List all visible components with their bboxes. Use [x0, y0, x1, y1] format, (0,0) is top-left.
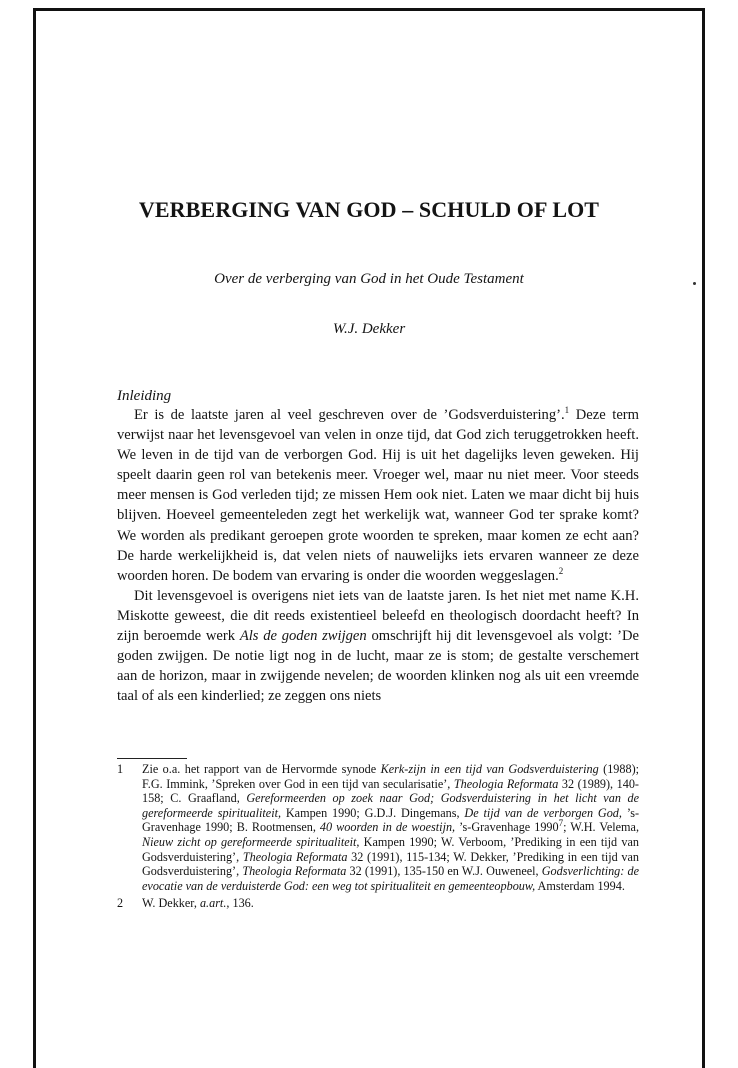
text-run: Zie o.a. het rapport van de Hervormde synode [142, 762, 381, 776]
page-border-left [33, 8, 36, 1068]
text-run: W. Dekker, [142, 896, 200, 911]
italic-text: De tijd van de verborgen God, [464, 805, 622, 820]
footnote-ref: 7 [558, 818, 564, 829]
italic-text: Theologia Reformata [242, 864, 347, 879]
italic-text: Godsverlichting: de evocatie van de verduisterde God: een weg tot spiritualiteit en gemeenteopbouw, [142, 864, 639, 893]
text-run: ; W.H. Velema, [563, 820, 639, 835]
text-run: Er is de laatste jaren al veel geschreven over de ’Godsverduistering’. [134, 407, 565, 423]
italic-text: Kerk-zijn in een tijd van Godsverduistering [380, 762, 599, 776]
italic-text: Als de goden zwijgen [239, 628, 367, 645]
footnote-text [142, 896, 639, 911]
text-run: Deze term verwijst naar het levensgevoel van velen in onze tijd, dat God zich teruggetrokken heeft. We leven in de tijd van de verborgen God. Hij is uit het dagelijks leven geweken. Hij speelt daarin geen rol van betekenis meer. Vroeger wel, maar nu niet meer. Voor steeds meer mensen is God verleden tijd; ze missen Hem ook niet. Laten we maar dicht bij huis blijven. Hoeveel gemeenteleden zegt het werkelijk wat, wanneer God ter sprake komt? We worden als predikant geroepen grote woorden te spreken, maar komen ze echt aan? De harde werkelijkheid is, dat velen niets of nauwelijks iets ervaren wanneer ze deze woorden horen. De bodem van ervaring is onder die woorden weggeslagen. [117, 407, 640, 584]
text-run: 32 (1991), 135-150 en W.J. Ouweneel, [346, 864, 542, 879]
article-author: W.J. Dekker [332, 321, 406, 337]
footnote-number: 2 [117, 896, 124, 911]
page-border-top [33, 8, 705, 11]
italic-text: 40 woorden in de woestijn, [319, 820, 456, 835]
section-heading: Inleiding [117, 388, 172, 404]
paragraph [117, 586, 639, 707]
footnote-number: 1 [117, 762, 124, 776]
footnotes [117, 762, 639, 914]
footnote-rule [117, 758, 187, 759]
footnote-text [142, 762, 639, 893]
italic-text: Nieuw zicht op gereformeerde spiritualiteit, [142, 834, 360, 849]
scan-speck [693, 282, 696, 285]
italic-text: a.art., [199, 896, 230, 911]
text-run: Kampen 1990; G.D.J. Dingemans, [281, 805, 465, 820]
italic-text: Theologia Reformata [453, 776, 559, 791]
article-subtitle: Over de verberging van God in het Oude Testament [214, 271, 524, 287]
text-run: 32 (1989), 140-158; C. Graafland, [142, 776, 639, 806]
text-run: ’s-Gravenhage 1990 [455, 820, 559, 835]
body-text [117, 405, 639, 706]
italic-text: Theologia Reformata [242, 849, 348, 864]
paragraph [117, 405, 639, 586]
text-run: ’s-Gravenhage 1990; B. Rootmensen, [142, 805, 639, 835]
text-run: 32 (1991), 115-134; W. Dekker, ’Prediking in een tijd van Godsverduistering’, [142, 849, 639, 879]
text-run: Kampen 1990; W. Verboom, ’Prediking in een tijd van Godsverduistering’, [142, 834, 639, 864]
text-run: omschrijft hij dit levensgevoel als volgt: ’De goden zwijgen. De notie ligt nog in de lucht, maar ze is stom; de gestalte verschemert aan de horizon, maar in zwijgende nevelen; de woorden klinken nog als uit een vreemde taal of als een kinderlied; ze zeggen ons niets [117, 628, 639, 705]
footnote [117, 896, 639, 911]
text-run: 136. [229, 896, 254, 911]
footnote-ref: 2 [558, 565, 564, 576]
article-title: VERBERGING VAN GOD – SCHULD OF LOT [138, 197, 600, 222]
text-run: Amsterdam 1994. [535, 878, 625, 893]
text-run: (1988); F.G. Immink, ’Spreken over God in een tijd van secularisatie’, [142, 762, 640, 791]
footnote-ref: 1 [564, 405, 570, 416]
italic-text: Gereformeerden op zoek naar God; Godsverduistering in het licht van de gereformeerde spiritualiteit, [142, 791, 639, 820]
page-border-right [702, 8, 705, 1068]
footnote [117, 762, 639, 893]
text-run: Dit levensgevoel is overigens niet iets van de laatste jaren. Is het niet met name K.H. Miskotte geweest, die dit reeds existentieel beleefd en theologisch doordacht heeft? In zijn beroemde werk [117, 587, 639, 645]
